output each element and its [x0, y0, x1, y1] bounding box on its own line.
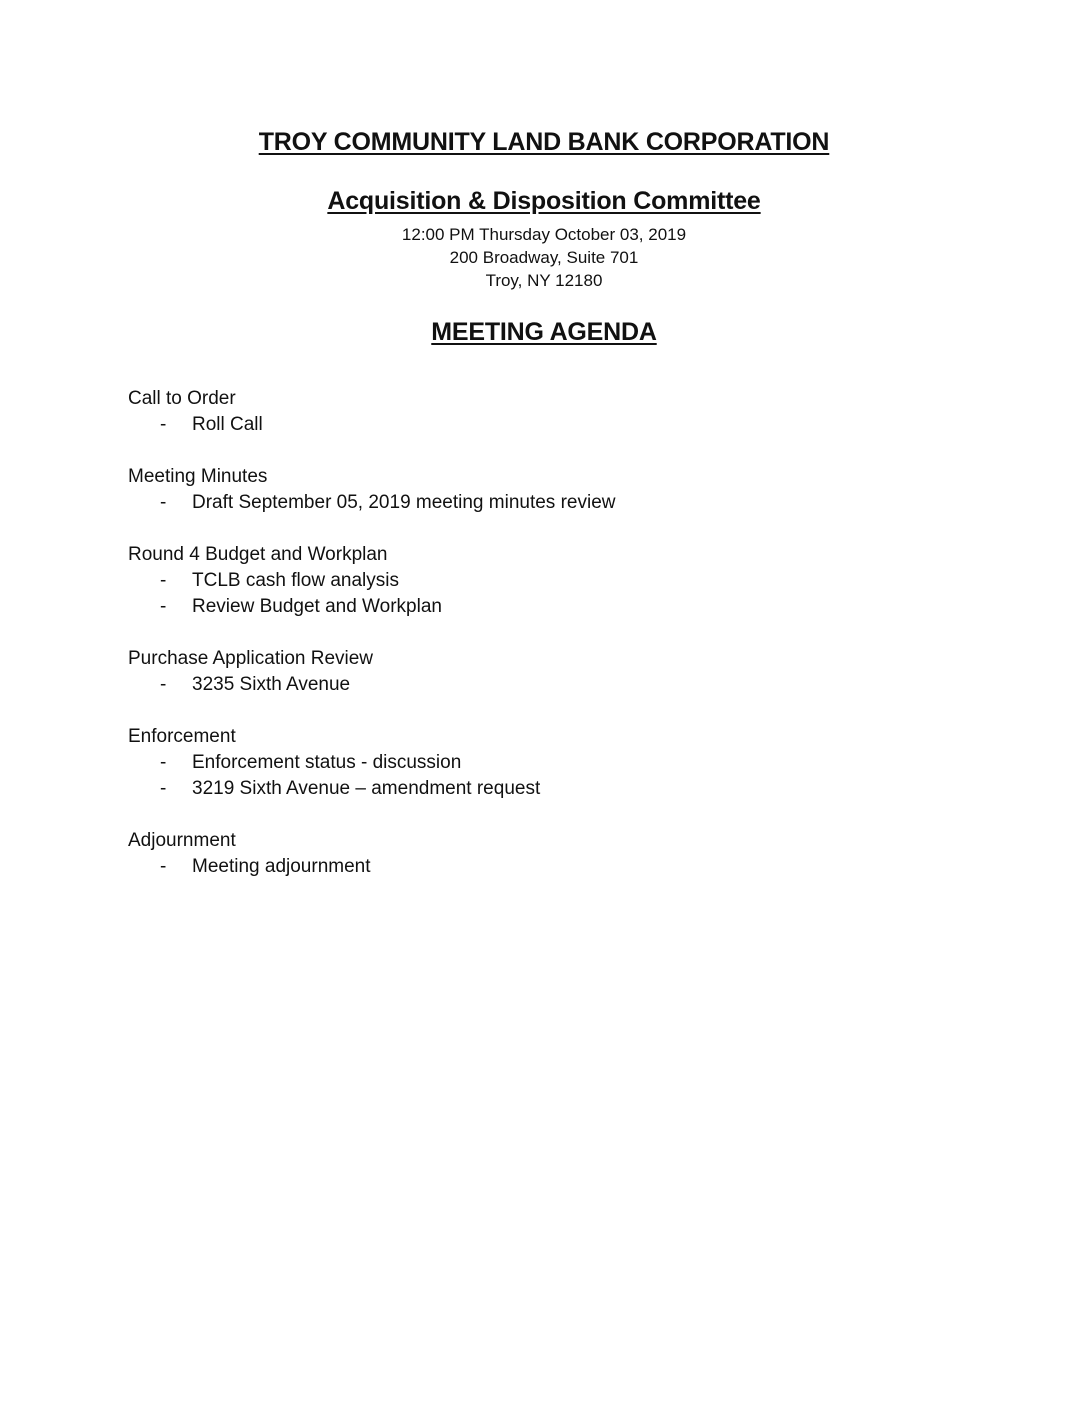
bullet-dash: -: [160, 778, 167, 799]
list-item: [128, 490, 928, 516]
list-item: [128, 568, 928, 594]
address-line-1: 200 Broadway, Suite 701: [449, 248, 639, 267]
agenda-list: [128, 386, 928, 906]
list-item: [128, 672, 928, 698]
bullet-dash: -: [160, 570, 167, 591]
item-text: TCLB cash flow analysis: [192, 570, 399, 591]
list-item: [128, 412, 928, 438]
section-heading: Purchase Application Review: [128, 648, 374, 669]
bullet-dash: -: [160, 414, 167, 435]
item-text: 3235 Sixth Avenue: [192, 674, 351, 695]
item-text: Roll Call: [192, 414, 263, 435]
agenda-section-budget-workplan: [128, 542, 928, 620]
list-item: [128, 750, 928, 776]
item-text: Review Budget and Workplan: [192, 596, 442, 617]
agenda-title: MEETING AGENDA: [431, 318, 657, 346]
item-text: 3219 Sixth Avenue – amendment request: [192, 778, 541, 799]
item-text: Meeting adjournment: [192, 856, 371, 877]
list-item: [128, 776, 928, 802]
bullet-dash: -: [160, 596, 167, 617]
address-line-2: Troy, NY 12180: [485, 271, 603, 290]
agenda-section-purchase-application: [128, 646, 928, 698]
item-text: Enforcement status - discussion: [192, 752, 462, 773]
committee-title: Acquisition & Disposition Committee: [327, 187, 761, 215]
section-heading: Adjournment: [128, 830, 236, 851]
item-text: Draft September 05, 2019 meeting minutes review: [192, 492, 616, 513]
bullet-dash: -: [160, 856, 167, 877]
section-heading: Enforcement: [128, 726, 236, 747]
agenda-section-adjournment: [128, 828, 928, 880]
section-heading: Call to Order: [128, 388, 236, 409]
meeting-time: 12:00 PM Thursday October 03, 2019: [401, 225, 687, 244]
bullet-dash: -: [160, 492, 167, 513]
agenda-section-call-to-order: [128, 386, 928, 438]
section-heading: Meeting Minutes: [128, 466, 268, 487]
list-item: [128, 594, 928, 620]
list-item: [128, 854, 928, 880]
agenda-section-enforcement: [128, 724, 928, 802]
agenda-section-meeting-minutes: [128, 464, 928, 516]
section-heading: Round 4 Budget and Workplan: [128, 544, 388, 565]
organization-title: TROY COMMUNITY LAND BANK CORPORATION: [258, 128, 830, 156]
bullet-dash: -: [160, 674, 167, 695]
bullet-dash: -: [160, 752, 167, 773]
